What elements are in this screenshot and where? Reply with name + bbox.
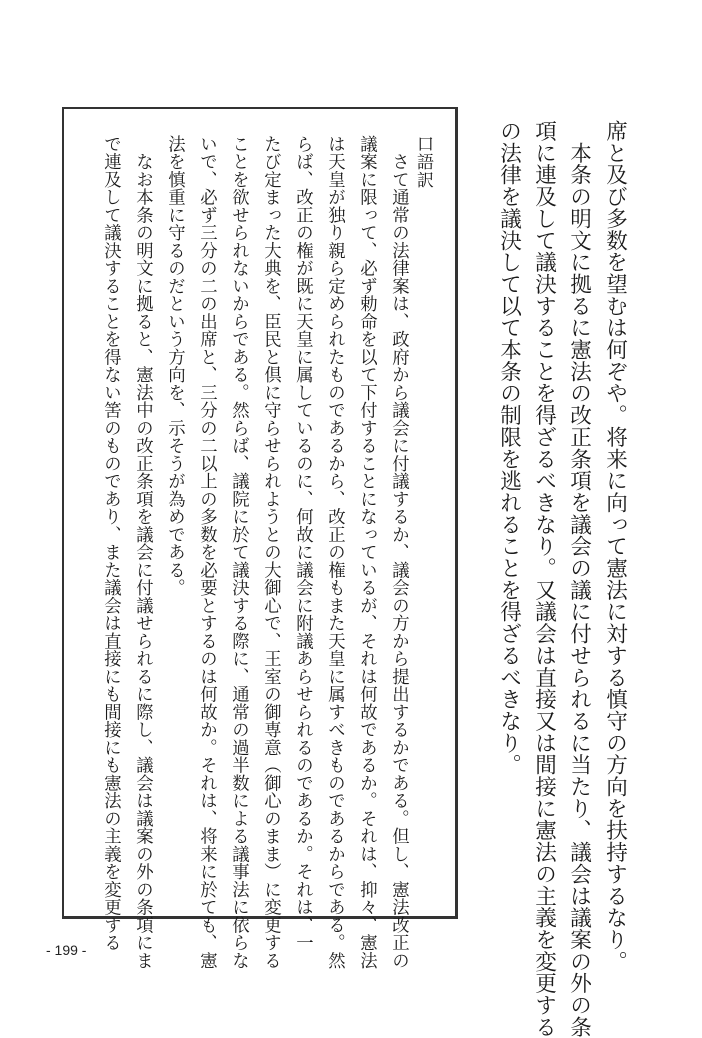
main-text-line: 席と及び多数を望むは何ぞや。将来に向って憲法に対する慎守の方向を扶持するなり。	[602, 120, 628, 973]
translation-line: さて通常の法律案は、政府から議会に付議するか、議会の方から提出するかである。但し、憲法改正の	[388, 135, 409, 970]
translation-line: で連及して議決することを得ない筈のものであり、また議会は直接にも間接にも憲法の主義を変更する	[100, 135, 121, 952]
translation-line: なお本条の明文に拠ると、憲法中の改正条項を議会に付議せられるに際し、議会は議案の外の条項にま	[132, 135, 153, 970]
translation-line: らば、改正の権が既に天皇に属しているのに、何故に議会に附議あらせられるのであるか。それは、一	[292, 135, 313, 952]
translation-heading: 口語訳	[413, 135, 433, 189]
translation-line: ことを欲せられないからである。然らば、議院に於て議決する際に、通常の過半数による議事法に依らな	[228, 135, 249, 970]
translation-line: は天皇が独り親ら定められたものであるから、改正の権もまた天皇に属すべきものであるからである。然	[324, 135, 345, 970]
page-number: - 199 -	[46, 942, 87, 958]
translation-line: 議案に限って、必ず勅命を以て下付することになっているが、それは何故であるか。それは、抑々、憲法	[356, 135, 377, 970]
translation-line: 法を慎重に守るのだという方向を、示そうが為めである。	[164, 135, 185, 597]
main-text-line: の法律を議決して以て本条の制限を逃れることを得ざるべきなり。	[496, 120, 522, 776]
translation-line: たび定まった大典を、臣民と倶に守らせられようとの大御心で、王室の御専意（御心のまま）に変更する	[260, 135, 281, 970]
main-text-line: 本条の明文に拠るに憲法の改正条項を議会の議に付せられるに当たり、議会は議案の外の条	[566, 120, 592, 1038]
main-text-line: 項に連及して議決することを得ざるべきなり。又議会は直接又は間接に憲法の主義を変更する	[531, 120, 557, 1038]
translation-line: いで、必ず三分の二の出席と、三分の二以上の多数を必要とするのは何故か。それは、将来に於ても、憲	[196, 135, 217, 970]
